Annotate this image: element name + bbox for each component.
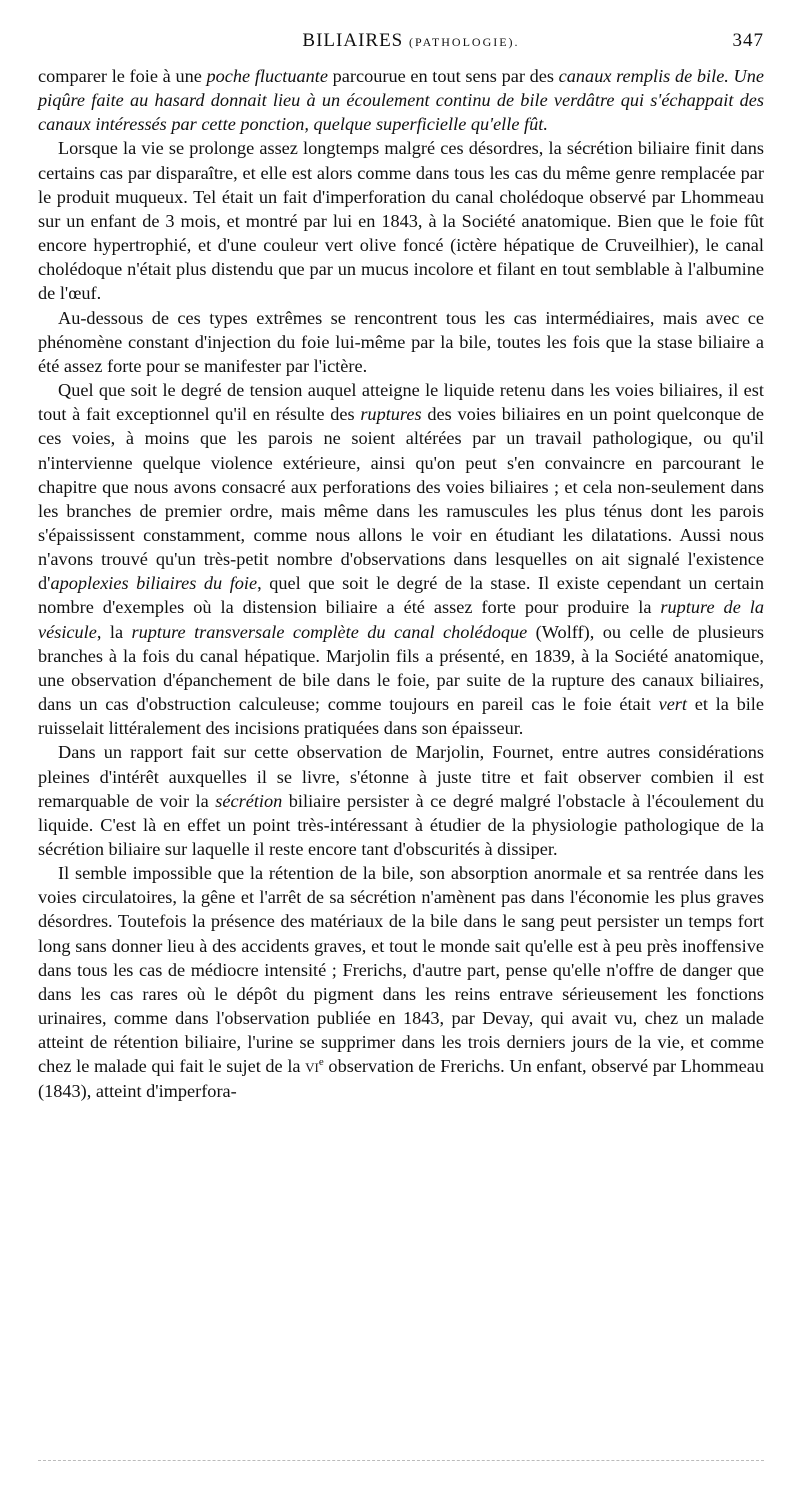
text-run: , quel que soit le degré de la stase. Il existe cependant un certain nombre d'exemples où la distension biliaire a été assez forte pour produire la (38, 573, 764, 618)
italic-run: canaux remplis de bile. Une piqûre faite au hasard donnait lieu à un écoulement continu de bile verdâtre qui s'échappait des canaux intéressés par cette ponction, quelque superficielle qu'elle fût. (38, 66, 765, 135)
page-number: 347 (732, 30, 764, 51)
text-run: vi (305, 1056, 319, 1077)
running-title-sub: (PATHOLOGIE). (409, 35, 520, 49)
text-run: (Wolff), ou celle de plusieurs branches à la fois du canal hépatique. Marjolin fils a présenté, en 1839, à la Société anatomique, une observation d'épanchement de bile dans le foie, par suite de la rupture des canaux biliaires, dans un cas d'obstruction calculeuse; comme toujours en pareil cas le foie était (38, 621, 765, 715)
running-head (38, 30, 764, 64)
text-run: Lorsque la vie se prolonge assez longtemps malgré ces désordres, la sécrétion biliaire finit dans certains cas par disparaître, et elle est alors comme dans tous les cas du même genre remplacée par le produit muqueux. Tel était un fait d'imperforation du canal cholédoque observé par Lhommeau sur un enfant de 3 mois, et montré par lui en 1843, à la Société anatomique. Bien que le foie fût encore hypertrophié, et d'une couleur vert olive foncé (ictère hépatique de Cruveilhier), le canal cholédoque n'était plus distendu que par un mucus incolore et filant en tout semblable à l'albumine de l'œuf. (38, 138, 764, 304)
text-run: biliaire persister à ce degré malgré l'obstacle à l'écoulement du liquide. C'est là en effet un point très-intéressant à étudier de la physiologie pathologique de la sécrétion biliaire sur laquelle il reste encore tant d'obscurités à dissiper. (38, 790, 764, 859)
paragraph (38, 861, 764, 1103)
paragraph (38, 64, 764, 136)
italic-run: rupture de la vésicule (38, 597, 764, 642)
italic-run: apoplexies biliaires du foie (50, 573, 258, 594)
italic-run: vert (658, 694, 687, 715)
italic-run: sécrétion (215, 790, 283, 811)
text-run: comparer le foie à une (38, 66, 207, 86)
text-run: parcourue en tout sens par des (327, 66, 559, 86)
paragraph (38, 740, 764, 861)
running-title (38, 30, 724, 52)
italic-run: ruptures (360, 404, 422, 425)
text-run: Au-dessous de ces types extrêmes se rencontrent tous les cas intermédiaires, mais avec ce phénomène constant d'injection du foie lui-même par la bile, toutes les fois que la stase biliaire a été assez forte pour se manifester par l'ictère. (38, 307, 764, 376)
running-title-main: BILIAIRES (302, 30, 404, 51)
text-run: , la (96, 621, 132, 642)
italic-run: poche fluctuante (206, 66, 328, 86)
paragraph (38, 136, 764, 305)
body-text (38, 64, 764, 1103)
footer-rule (38, 1460, 764, 1461)
text-run: et la bile ruisselait littéralement des incisions pratiquées dans son épaisseur. (38, 694, 764, 739)
superscript-run: e (318, 1056, 324, 1069)
text-run: Dans un rapport fait sur cette observation de Marjolin, Fournet, entre autres considérations pleines d'intérêt auxquelles il se livre, s'étonne à juste titre et fait observer combien il est remarquable de voir la (38, 742, 764, 811)
paragraph (38, 378, 764, 740)
text-run: Il semble impossible que la rétention de la bile, son absorption anormale et sa rentrée dans les voies circulatoires, la gêne et l'arrêt de sa sécrétion n'amènent pas dans l'économie les plus graves désordres. Toutefois la présence des matériaux de la bile dans le sang peut persister un temps fort long sans donner lieu à des accidents graves, et tout le monde sait qu'elle est à peu près inoffensive dans tous les cas de médiocre intensité ; Frerichs, d'autre part, pense qu'elle n'offre de danger que dans les cas rares où le dépôt du pigment dans les reins entrave sérieusement les fonctions urinaires, comme dans l'observation publiée en 1843, par Devay, qui avait vu, chez un malade atteint de rétention biliaire, l'urine se supprimer dans les trois derniers jours de la vie, et comme chez le malade qui fait le sujet de la (38, 863, 764, 1077)
text-run: observation de Frerichs. Un enfant, observé par Lhommeau (1843), atteint d'imperfora- (38, 1056, 765, 1101)
text-run: Quel que soit le degré de tension auquel atteigne le liquide retenu dans les voies biliaires, il est tout à fait exceptionnel qu'il en résulte des (38, 380, 764, 425)
paragraph (38, 306, 764, 378)
italic-run: rupture transversale complète du canal cholédoque (131, 621, 528, 642)
book-page (38, 30, 764, 1103)
text-run: des voies biliaires en un point quelconque de ces voies, à moins que les parois ne soient altérées par un travail pathologique, ou qu'il n'intervienne quelque violence extérieure, ainsi qu'on peut s'en convaincre en parcourant le chapitre que nous avons consacré aux perforations des voies biliaires ; et cela non-seulement dans les branches de premier ordre, mais même dans les ramuscules les plus ténus dont les parois s'épaississent constamment, comme nous allons le voir en étudiant les dilatations. Aussi nous n'avons trouvé qu'un très-petit nombre d'observations dans lesquelles on ait signalé l'existence d' (38, 404, 764, 594)
